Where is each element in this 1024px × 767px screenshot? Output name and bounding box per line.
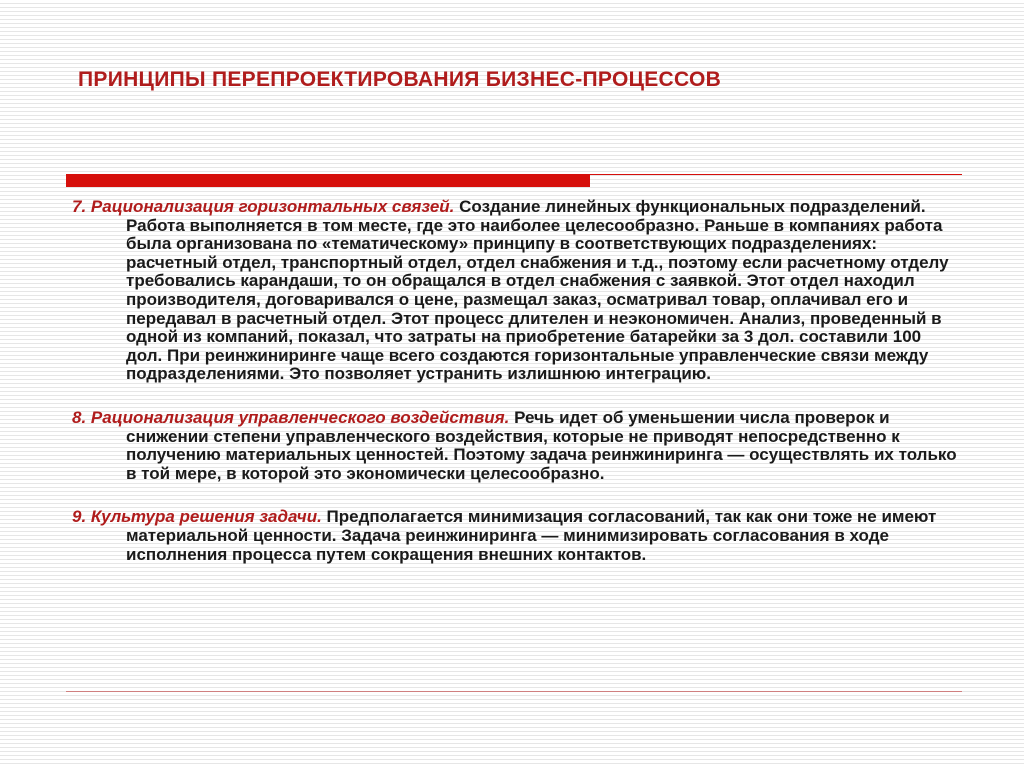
accent-bar <box>66 174 590 187</box>
principle-9-heading: 9. Культура решения задачи. <box>72 507 322 527</box>
principle-9-text: Предполагается минимизация согласований, так как они тоже не имеют материальной ценности. Задача реинжиниринга — минимизировать согласования в ходе исполнения процесса путем сокращения внешних контактов. <box>126 507 937 564</box>
principle-8 <box>72 409 962 483</box>
bottom-rule <box>66 691 962 692</box>
principle-7-heading: 7. Рационализация горизонтальных связей. <box>72 197 455 216</box>
principle-8-heading: 8. Рационализация управленческого воздействия. <box>72 407 510 427</box>
principle-8-text: Речь идет об уменьшении числа проверок и снижении степени управленческого воздействия, которые не приводят непосредственно к получению материальных ценностей. Поэтому задача реинжиниринга — осуществлять их только в той мере, в которой это экономически целесообразно. <box>126 407 957 483</box>
slide-title: ПРИНЦИПЫ ПЕРЕПРОЕКТИРОВАНИЯ БИЗНЕС-ПРОЦЕССОВ <box>78 68 722 91</box>
principles-list <box>72 198 962 589</box>
accent-line <box>590 174 962 175</box>
principle-7-text: Создание линейных функциональных подразделений. Работа выполняется в том месте, где это наиболее целесообразно. Раньше в компаниях работа была организована по «тематическому» принципу в соответствующих подразделениях: расчетный отдел, транспортный отдел, отдел снабжения и т.д., поэтому если расчетному отделу требовались карандаши, то он обращался в отдел снабжения с заявкой. Этот отдел находил производителя, договаривался о цене, размещал заказ, осматривал товар, оплачивал его и передавал в расчетный отдел. Этот процесс длителен и неэкономичен. Анализ, проведенный в одной из компаний, показал, что затраты на приобретение батарейки за 3 дол. составили 100 дол. При реинжиниринге чаще всего создаются горизонтальные управленческие связи между подразделениями. Это позволяет устранить излишнюю интеграцию. <box>126 197 949 384</box>
principle-7 <box>72 198 962 384</box>
principle-9 <box>72 508 962 564</box>
